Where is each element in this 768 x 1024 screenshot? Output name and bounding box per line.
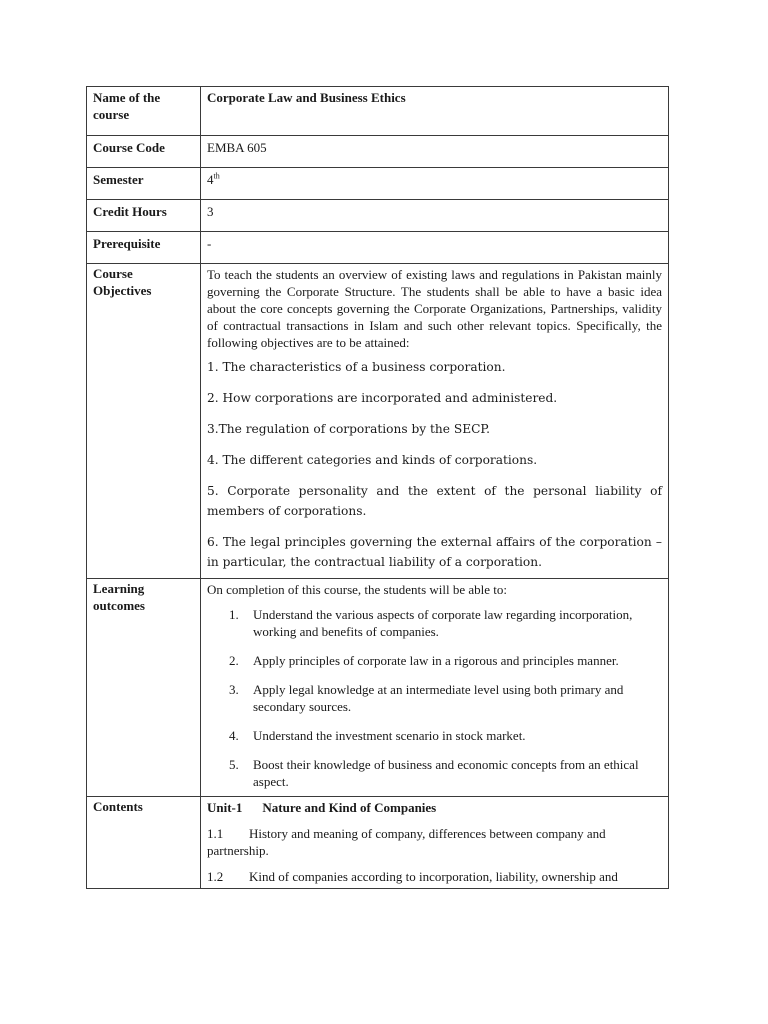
semester-label: Semester <box>87 168 201 200</box>
outcome-number: 1. <box>229 607 239 622</box>
course-objectives-label: Course Objectives <box>87 264 201 579</box>
course-objectives-cell <box>201 264 669 579</box>
objectives-intro: To teach the students an overview of existing laws and regulations in Pakistan mainly governing the Corporate Structure. The students shall be able to have a basic idea about the core concepts governing the Corporate Organizations, Partnerships, validity of contractual transactions in Islam and such other relevant topics. Specifically, the following objectives are to be attained: <box>207 267 662 350</box>
course-outline-table <box>86 86 669 889</box>
learning-outcomes-cell <box>201 579 669 797</box>
objective-item: 2. How corporations are incorporated and administered. <box>207 391 558 405</box>
row-prerequisite <box>87 232 669 264</box>
prerequisite-label: Prerequisite <box>87 232 201 264</box>
credit-hours-value: 3 <box>201 200 669 232</box>
outcome-text: Apply principles of corporate law in a rigorous and principles manner. <box>253 653 619 668</box>
list-item <box>207 825 662 859</box>
learning-outcomes-label: Learning outcomes <box>87 579 201 797</box>
contents-cell <box>201 797 669 889</box>
objective-item: 5. Corporate personality and the extent of the personal liability of members of corporations. <box>207 484 662 518</box>
list-item <box>207 652 662 669</box>
outcome-number: 2. <box>229 653 239 668</box>
list-item <box>207 756 662 790</box>
outcome-text: Apply legal knowledge at an intermediate level using both primary and secondary sources. <box>253 682 624 714</box>
outcomes-list <box>207 606 662 790</box>
course-code-value: EMBA 605 <box>201 136 669 168</box>
outcome-text: Understand the various aspects of corporate law regarding incorporation, working and benefits of companies. <box>253 607 633 639</box>
outcome-number: 4. <box>229 728 239 743</box>
course-code-label: Course Code <box>87 136 201 168</box>
course-name-label: Name of the course <box>87 87 201 136</box>
row-credit-hours <box>87 200 669 232</box>
objective-item: 1. The characteristics of a business corporation. <box>207 360 506 374</box>
sub-text: History and meaning of company, differences between company and partnership. <box>207 826 606 858</box>
course-name-value: Corporate Law and Business Ethics <box>201 87 669 136</box>
unit-number: Unit-1 <box>207 800 243 815</box>
unit-heading <box>207 799 662 816</box>
row-contents <box>87 797 669 889</box>
sub-text: Kind of companies according to incorporation, liability, ownership and <box>249 869 618 884</box>
sub-number: 1.2 <box>207 869 224 884</box>
row-course-code <box>87 136 669 168</box>
row-course-name <box>87 87 669 136</box>
outcome-text: Boost their knowledge of business and economic concepts from an ethical aspect. <box>253 757 639 789</box>
outcomes-intro: On completion of this course, the students will be able to: <box>207 582 508 597</box>
list-item <box>207 606 662 640</box>
semester-value-cell <box>201 168 669 200</box>
semester-suffix: th <box>213 171 220 181</box>
objective-item: 6. The legal principles governing the external affairs of the corporation – in particular, the contractual liability of a corporation. <box>207 535 662 569</box>
row-learning-outcomes <box>87 579 669 797</box>
row-course-objectives <box>87 264 669 579</box>
outcome-number: 5. <box>229 757 239 772</box>
row-semester <box>87 168 669 200</box>
list-item <box>207 681 662 715</box>
objective-item: 4. The different categories and kinds of corporations. <box>207 453 538 467</box>
semester-value: 4 <box>207 172 214 187</box>
prerequisite-value: - <box>201 232 669 264</box>
credit-hours-label: Credit Hours <box>87 200 201 232</box>
objective-item: 3.The regulation of corporations by the SECP. <box>207 422 491 436</box>
sub-number: 1.1 <box>207 826 224 841</box>
outcome-number: 3. <box>229 682 239 697</box>
contents-label: Contents <box>87 797 201 889</box>
outcome-text: Understand the investment scenario in stock market. <box>253 728 526 743</box>
list-item <box>207 868 662 884</box>
unit-title: Nature and Kind of Companies <box>262 800 437 815</box>
list-item <box>207 727 662 744</box>
